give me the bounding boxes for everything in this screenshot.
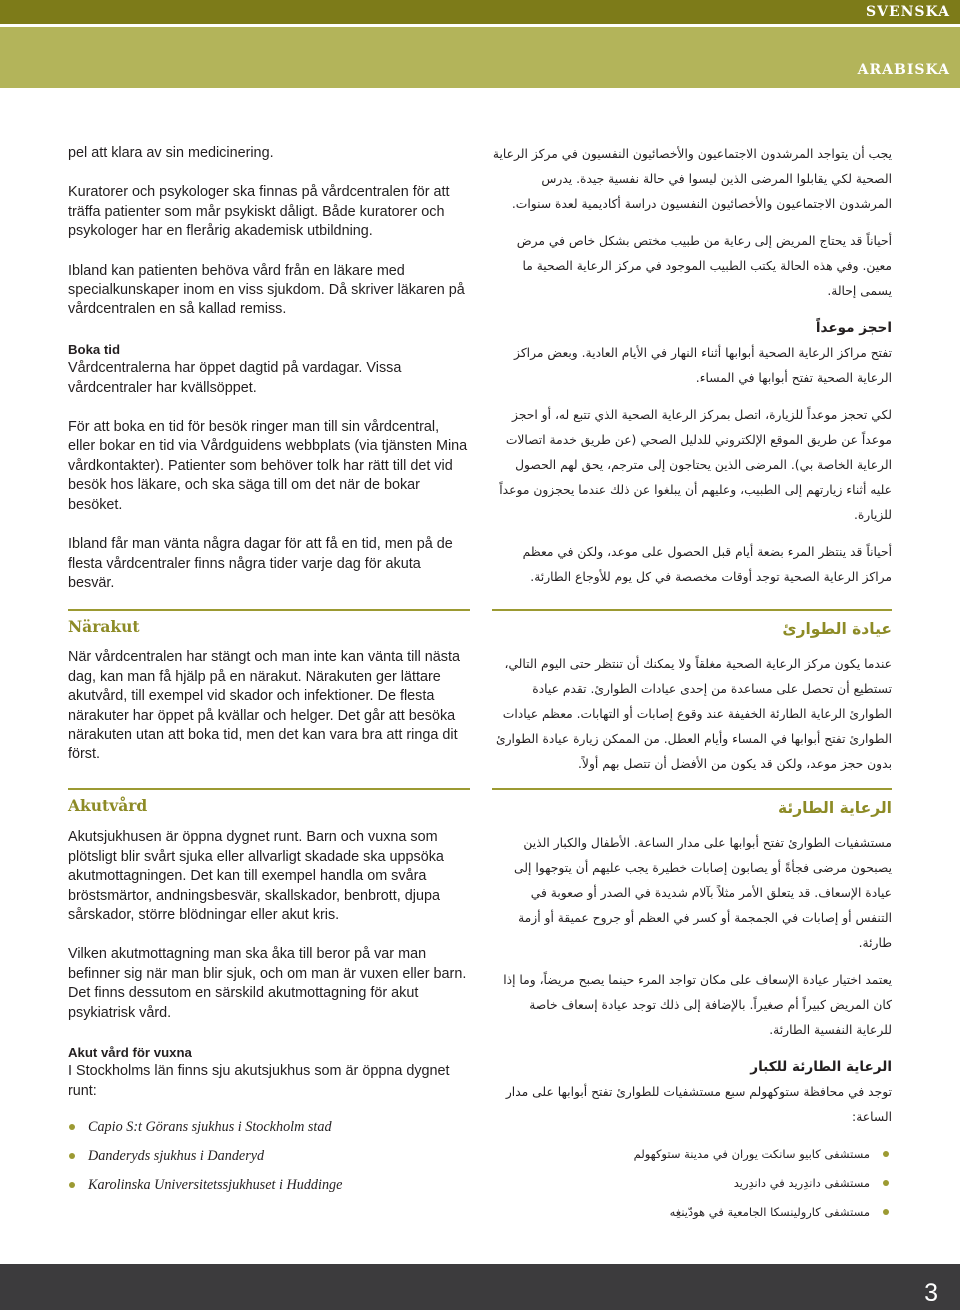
arabic-hospital-list-item: [492, 1198, 892, 1227]
akutvard-section: [68, 788, 470, 1200]
page-number: 3: [924, 1279, 938, 1307]
arabic-hospital-name: مستشفى كابيو سانكت يوران في مدينة ستوكهولم: [633, 1147, 870, 1161]
akutvard-paragraph: Akutsjukhusen är öppna dygnet runt. Barn och vuxna som plötsligt blir svårt sjuka eller allvarligt skadade ska uppsöka akutmottagningen. Det kan till exempel handla om svåra bröstsmärtor, andningsbesvär, skallskador, benbrott, djupa sårskador, större blödningar eller akut kris.: [68, 829, 444, 924]
hospital-list-item: [68, 1171, 470, 1200]
arabic-adult-heading: الرعاية الطارئة للكبار: [750, 1059, 892, 1075]
arabic-hospital-list: [492, 1140, 892, 1227]
boka-tid-paragraph: För att boka en tid för besök ringer man till sin vårdcentral, eller bokar en tid via Vårdguidens webbplats (via tjänsten Mina vårdkontakter). Patienter som behöver tolk har rätt till det vid besök hos läkare, och ska säga till om det när de bokar besöket.: [68, 419, 468, 513]
bullet-icon: [69, 1153, 75, 1159]
bullet-icon: [883, 1180, 889, 1186]
bullet-icon: [69, 1124, 75, 1130]
arabic-akutvard-section: [492, 788, 892, 1227]
akut-vard-vuxna-heading: Akut vård för vuxna: [68, 1045, 192, 1061]
narakut-section: [68, 609, 470, 765]
bullet-icon: [883, 1209, 889, 1215]
arabic-hospital-name: مستشفى كارولينسكا الجامعية في هودّينغِه: [669, 1205, 870, 1219]
akutvard-paragraph: Vilken akutmottagning man ska åka till beror på var man befinner sig när man blir sjuk, och om man är vuxen eller barn. Det finns dessutom en särskild akutmottagning för akut psykiatrisk vård.: [68, 946, 467, 1021]
arabic-akutvard-paragraph: مستشفيات الطوارئ تفتح أبوابها على مدار الساعة. الأطفال والكبار الذين يصبحون مرضى فجأةً أو يصابون إصابات خطيرة يجب عليهم أن يتوجهوا إلى عيادة الإسعاف. قد يتعلق الأمر مثلاً بآلام شديدة في الصدر أو صعوبة في التنفس أو إصابات في الجمجمة أو كسر في العظم أو جروح عميقة أو أزمة طارئة.: [514, 836, 892, 950]
narakut-text: När vårdcentralen har stängt och man inte kan vänta till nästa dag, kan man få hjälp på en närakut. Närakuten ger lättare akutvård, till exempel vid skador och infektioner. De flesta närakuter har öppet på kvällar och helger. Det går att besöka närakuten utan att boka tid, men det kan vara bra att ringa dit först.: [68, 649, 460, 763]
language-label-arabic: ARABISKA: [857, 62, 950, 78]
boka-tid-paragraph: Ibland får man vänta några dagar för att få en tid, men på de flesta vårdcentraler finns några tider varje dag för akuta besvär.: [68, 536, 453, 591]
arabic-narakut-title: عيادة الطوارئ: [782, 620, 892, 638]
swedish-intro-paragraph: Ibland kan patienten behöva vård från en läkare med specialkunskaper inom en viss sjukdom. Då skriver läkaren på vårdcentralen en så kallad remiss.: [68, 262, 465, 318]
footer-bar: [0, 1264, 960, 1310]
arabic-booking-paragraph: أحياناً قد ينتظر المرء بضعة أيام قبل الحصول على موعد، ولكن في معظم مراكز الرعاية الصحية توجد أوقات مخصصة في كل يوم للأوجاع الطارئة.: [522, 545, 892, 584]
arabic-narakut-text: عندما يكون مركز الرعاية الصحية مغلقاً ولا يمكنك أن تنتظر حتى اليوم التالي، تستطيع أن تحصل على مساعدة من إحدى عيادات الطوارئ. تقدم عيادة الطوارئ الرعاية الطارئة الخفيفة عند وقوع إصابات أو التهابات. معظم عيادات الطوارئ تفتح أبوابها في المساء وأيام العطل. من الممكن زيارة عيادة الطوارئ بدون حجز موعد، ولكن قد يكون من الأفضل أن تتصل بهم أولاً.: [495, 657, 892, 771]
arabic-hospital-list-item: [492, 1140, 892, 1169]
narakut-title: Närakut: [68, 617, 140, 636]
hospital-name: Karolinska Universitetssjukhuset i Huddinge: [88, 1177, 343, 1194]
bullet-icon: [883, 1151, 889, 1157]
hospital-name: Capio S:t Görans sjukhus i Stockholm stad: [88, 1119, 332, 1136]
arabic-booking-paragraph: تفتح مراكز الرعاية الصحية أبوابها أثناء النهار في الأيام العادية. وبعض مراكز الرعاية الصحية تفتح أبوابها في المساء.: [514, 346, 892, 385]
boka-tid-heading: Boka tid: [68, 341, 121, 357]
hospital-list-item: [68, 1113, 470, 1142]
swedish-intro-paragraph: Kuratorer och psykologer ska finnas på vårdcentralen för att träffa patienter som mår psykiskt dåligt. Både kuratorer och psykologer har en flerårig akademisk utbildning.: [68, 184, 450, 240]
hospital-name: Danderyds sjukhus i Danderyd: [88, 1148, 265, 1165]
arabic-hospital-list-item: [492, 1169, 892, 1198]
arabic-akutvard-title: الرعاية الطارئة: [778, 799, 892, 817]
boka-tid-paragraph: Vårdcentralerna har öppet dagtid på vardagar. Vissa vårdcentraler har kvällsöppet.: [68, 360, 402, 396]
hospital-list-item: [68, 1142, 470, 1171]
arabic-intro-column: [492, 142, 892, 590]
swedish-intro-column: [68, 144, 470, 593]
header-band-swedish: [0, 0, 960, 24]
arabic-hospital-name: مستشفى داندِريد في داندِريد: [733, 1176, 870, 1190]
arabic-booking-paragraph: لكي تحجز موعداً للزيارة، اتصل بمركز الرعاية الصحية الذي تتبع له، أو احجز موعداً عن طريق الموقع الإلكتروني للدليل الصحي (عن طريق خدمة اتصالات الرعاية الخاصة بي). المرضى الذين يحتاجون إلى مترجم، يحق لهم الحصول عليه أثناء زيارتهم إلى الطبيب، وعليهم أن يبلغوا عن ذلك عندما يحجزون موعداً للزيارة.: [499, 408, 892, 522]
language-label-swedish: SVENSKA: [865, 4, 950, 20]
swedish-intro-paragraph: pel att klara av sin medicinering.: [68, 145, 274, 161]
arabic-intro-paragraph: يجب أن يتواجد المرشدون الاجتماعيون والأخصائيون النفسيون في مركز الرعاية الصحية لكي يقابلوا المرضى الذين ليسوا في حالة نفسية جيدة. يدرس المرشدون الاجتماعيون والأخصائيون النفسيون دراسة أكاديمية لعدة سنوات.: [492, 147, 892, 211]
akut-vard-vuxna-text: I Stockholms län finns sju akutsjukhus som är öppna dygnet runt:: [68, 1063, 450, 1099]
arabic-adult-text: توجد في محافظة ستوكهولم سبع مستشفيات للطوارئ تفتح أبوابها على مدار الساعة:: [505, 1085, 892, 1124]
header-band-arabic: [0, 27, 960, 88]
arabic-akutvard-paragraph: يعتمد اختيار عيادة الإسعاف على مكان تواجد المرء حينما يصبح مريضاً، وما إذا كان المريض كبيراً أم صغيراً. بالإضافة إلى ذلك توجد عيادة إسعاف خاصة للرعاية النفسية الطارئة.: [503, 973, 892, 1037]
akutvard-title: Akutvård: [68, 796, 148, 815]
arabic-booking-heading: احجز موعداً: [815, 320, 892, 336]
bullet-icon: [69, 1182, 75, 1188]
arabic-narakut-section: [492, 609, 892, 777]
hospital-list: [68, 1113, 470, 1200]
arabic-intro-paragraph: أحياناً قد يحتاج المريض إلى رعاية من طبيب مختص بشكل خاص في مرض معين. وفي هذه الحالة يكتب الطبيب الموجود في مركز الرعاية الصحية ما يسمى إحالة.: [516, 234, 892, 298]
